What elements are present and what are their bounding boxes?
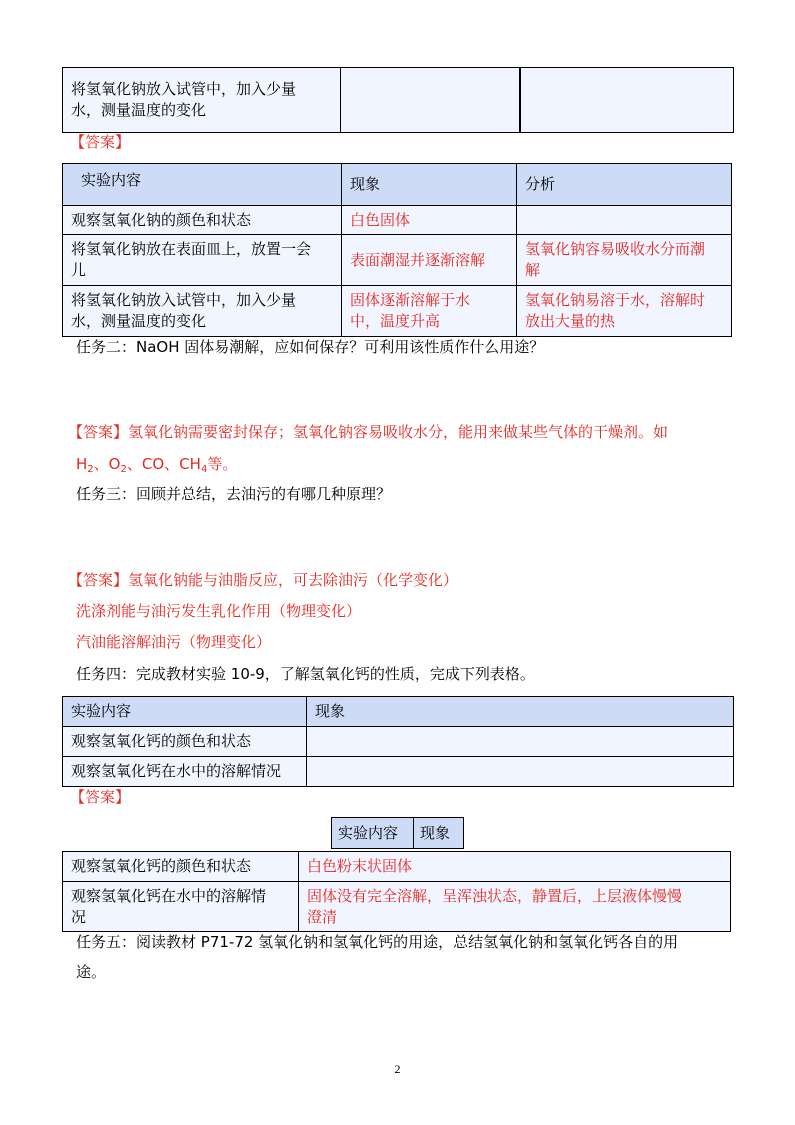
cell-line: 观察氢氧化钙在水中的溶解情 (71, 886, 267, 905)
table-cell: 观察氢氧化钙在水中的溶解情况 (63, 757, 307, 787)
answer2-line2 (76, 454, 237, 480)
table-header: 实验内容 (63, 697, 307, 727)
cell-line: 儿 (71, 261, 87, 279)
table-cell: 观察氢氧化钠的颜色和状态 (63, 206, 342, 235)
answer2-text: 氢氧化钠需要密封保存；氢氧化钠容易吸收水分，能用来做某些气体的干燥剂。如 (128, 423, 669, 441)
cell-line: 固体没有完全溶解，呈浑浊状态，静置后，上层液体慢慢 (307, 886, 683, 905)
table-header: 实验内容 (332, 818, 414, 849)
naoh-answer-table (62, 163, 732, 337)
task5-line2: 途。 (76, 963, 107, 981)
answer2-line1 (68, 422, 668, 443)
cell-line: 将氢氧化钠放入试管中，加入少量 (71, 291, 297, 309)
table-row (63, 757, 734, 787)
table-cell (63, 235, 342, 286)
table-cell (299, 882, 731, 932)
separator: 、 (93, 455, 109, 473)
table-header: 实验内容 (63, 164, 342, 206)
caoh2-answer-table (62, 851, 731, 932)
cell-line: 水，测量温度的变化 (71, 312, 207, 330)
answer2-tail: 等。 (207, 455, 238, 473)
task5-line1: 任务五：阅读教材 P71-72 氢氧化钠和氢氧化钙的用途，总结氢氧化钠和氢氧化钙各自的用 (76, 933, 679, 951)
cell-line: 中，温度升高 (350, 312, 441, 330)
caoh2-answer-header (331, 817, 464, 849)
table-row (63, 206, 732, 235)
table-cell (342, 286, 517, 337)
table-header: 分析 (517, 164, 732, 206)
answer-label: 【答案】 (68, 571, 129, 589)
table-continuation (62, 67, 734, 133)
cell-line: 固体逐渐溶解于水 (350, 291, 471, 309)
table-cell: 表面潮湿并逐渐溶解 (342, 235, 517, 286)
table-cell (517, 235, 732, 286)
cell-line: 解 (525, 261, 541, 279)
cell-line: 将氢氧化钠放入试管中，加入少量 (71, 80, 297, 98)
caoh2-blank-table (62, 696, 734, 787)
table-row (63, 286, 732, 337)
table-row (63, 727, 734, 757)
separator: 、 (164, 455, 180, 473)
formula-ch4: $CH_4$ (179, 455, 208, 475)
answer3-line3: 汽油能溶解油污（物理变化） (76, 633, 272, 651)
table-header: 现象 (307, 697, 734, 727)
table-cell-empty (520, 68, 734, 133)
formula-h2: $H_2$ (76, 455, 94, 475)
table-cell: 白色粉末状固体 (299, 852, 731, 882)
table-cell: 观察氢氧化钙的颜色和状态 (63, 727, 307, 757)
table-header: 现象 (414, 818, 464, 849)
answer-label: 【答案】 (70, 133, 131, 151)
table-cell-empty (341, 68, 520, 133)
table-row (63, 235, 732, 286)
cell-line: 澄清 (307, 907, 338, 926)
table-cell (63, 286, 342, 337)
table-row (63, 852, 731, 882)
table-cell: 观察氢氧化钙的颜色和状态 (63, 852, 299, 882)
table-row (63, 882, 731, 932)
answer3-text: 氢氧化钠能与油脂反应，可去除油污（化学变化） (128, 571, 459, 589)
answer-label: 【答案】 (70, 788, 131, 806)
answer-label: 【答案】 (68, 423, 129, 441)
cell-line: 将氢氧化钠放在表面皿上，放置一会 (71, 240, 312, 258)
cell-line: 水，测量温度的变化 (71, 101, 207, 119)
table-cell-empty (517, 206, 732, 235)
task4-text: 任务四：完成教材实验 10-9，了解氢氧化钙的性质，完成下列表格。 (76, 665, 535, 683)
table-cell (63, 68, 341, 133)
table-cell (63, 882, 299, 932)
cell-line: 氢氧化钠易溶于水，溶解时 (525, 291, 706, 309)
table-cell (517, 286, 732, 337)
task3-text: 任务三：回顾并总结，去油污的有哪几种原理？ (76, 485, 392, 503)
task2-text: 任务二：NaOH 固体易潮解，应如何保存？可利用该性质作什么用途？ (76, 338, 545, 356)
table-cell-empty (307, 727, 734, 757)
table-header-row (63, 164, 732, 206)
cell-line: 氢氧化钠容易吸收水分而潮 (525, 240, 706, 258)
answer3-line1 (68, 570, 458, 591)
page-number: 2 (394, 1062, 401, 1076)
formula-co: CO (141, 455, 165, 473)
separator: 、 (126, 455, 142, 473)
table-cell: 白色固体 (342, 206, 517, 235)
formula-o2: $O_2$ (108, 455, 127, 475)
table-header: 现象 (342, 164, 517, 206)
table-header-row (63, 697, 734, 727)
cell-line: 放出大量的热 (525, 312, 616, 330)
table-cell-empty (307, 757, 734, 787)
cell-line: 况 (71, 907, 87, 926)
answer3-line2: 洗涤剂能与油污发生乳化作用（物理变化） (76, 602, 362, 620)
